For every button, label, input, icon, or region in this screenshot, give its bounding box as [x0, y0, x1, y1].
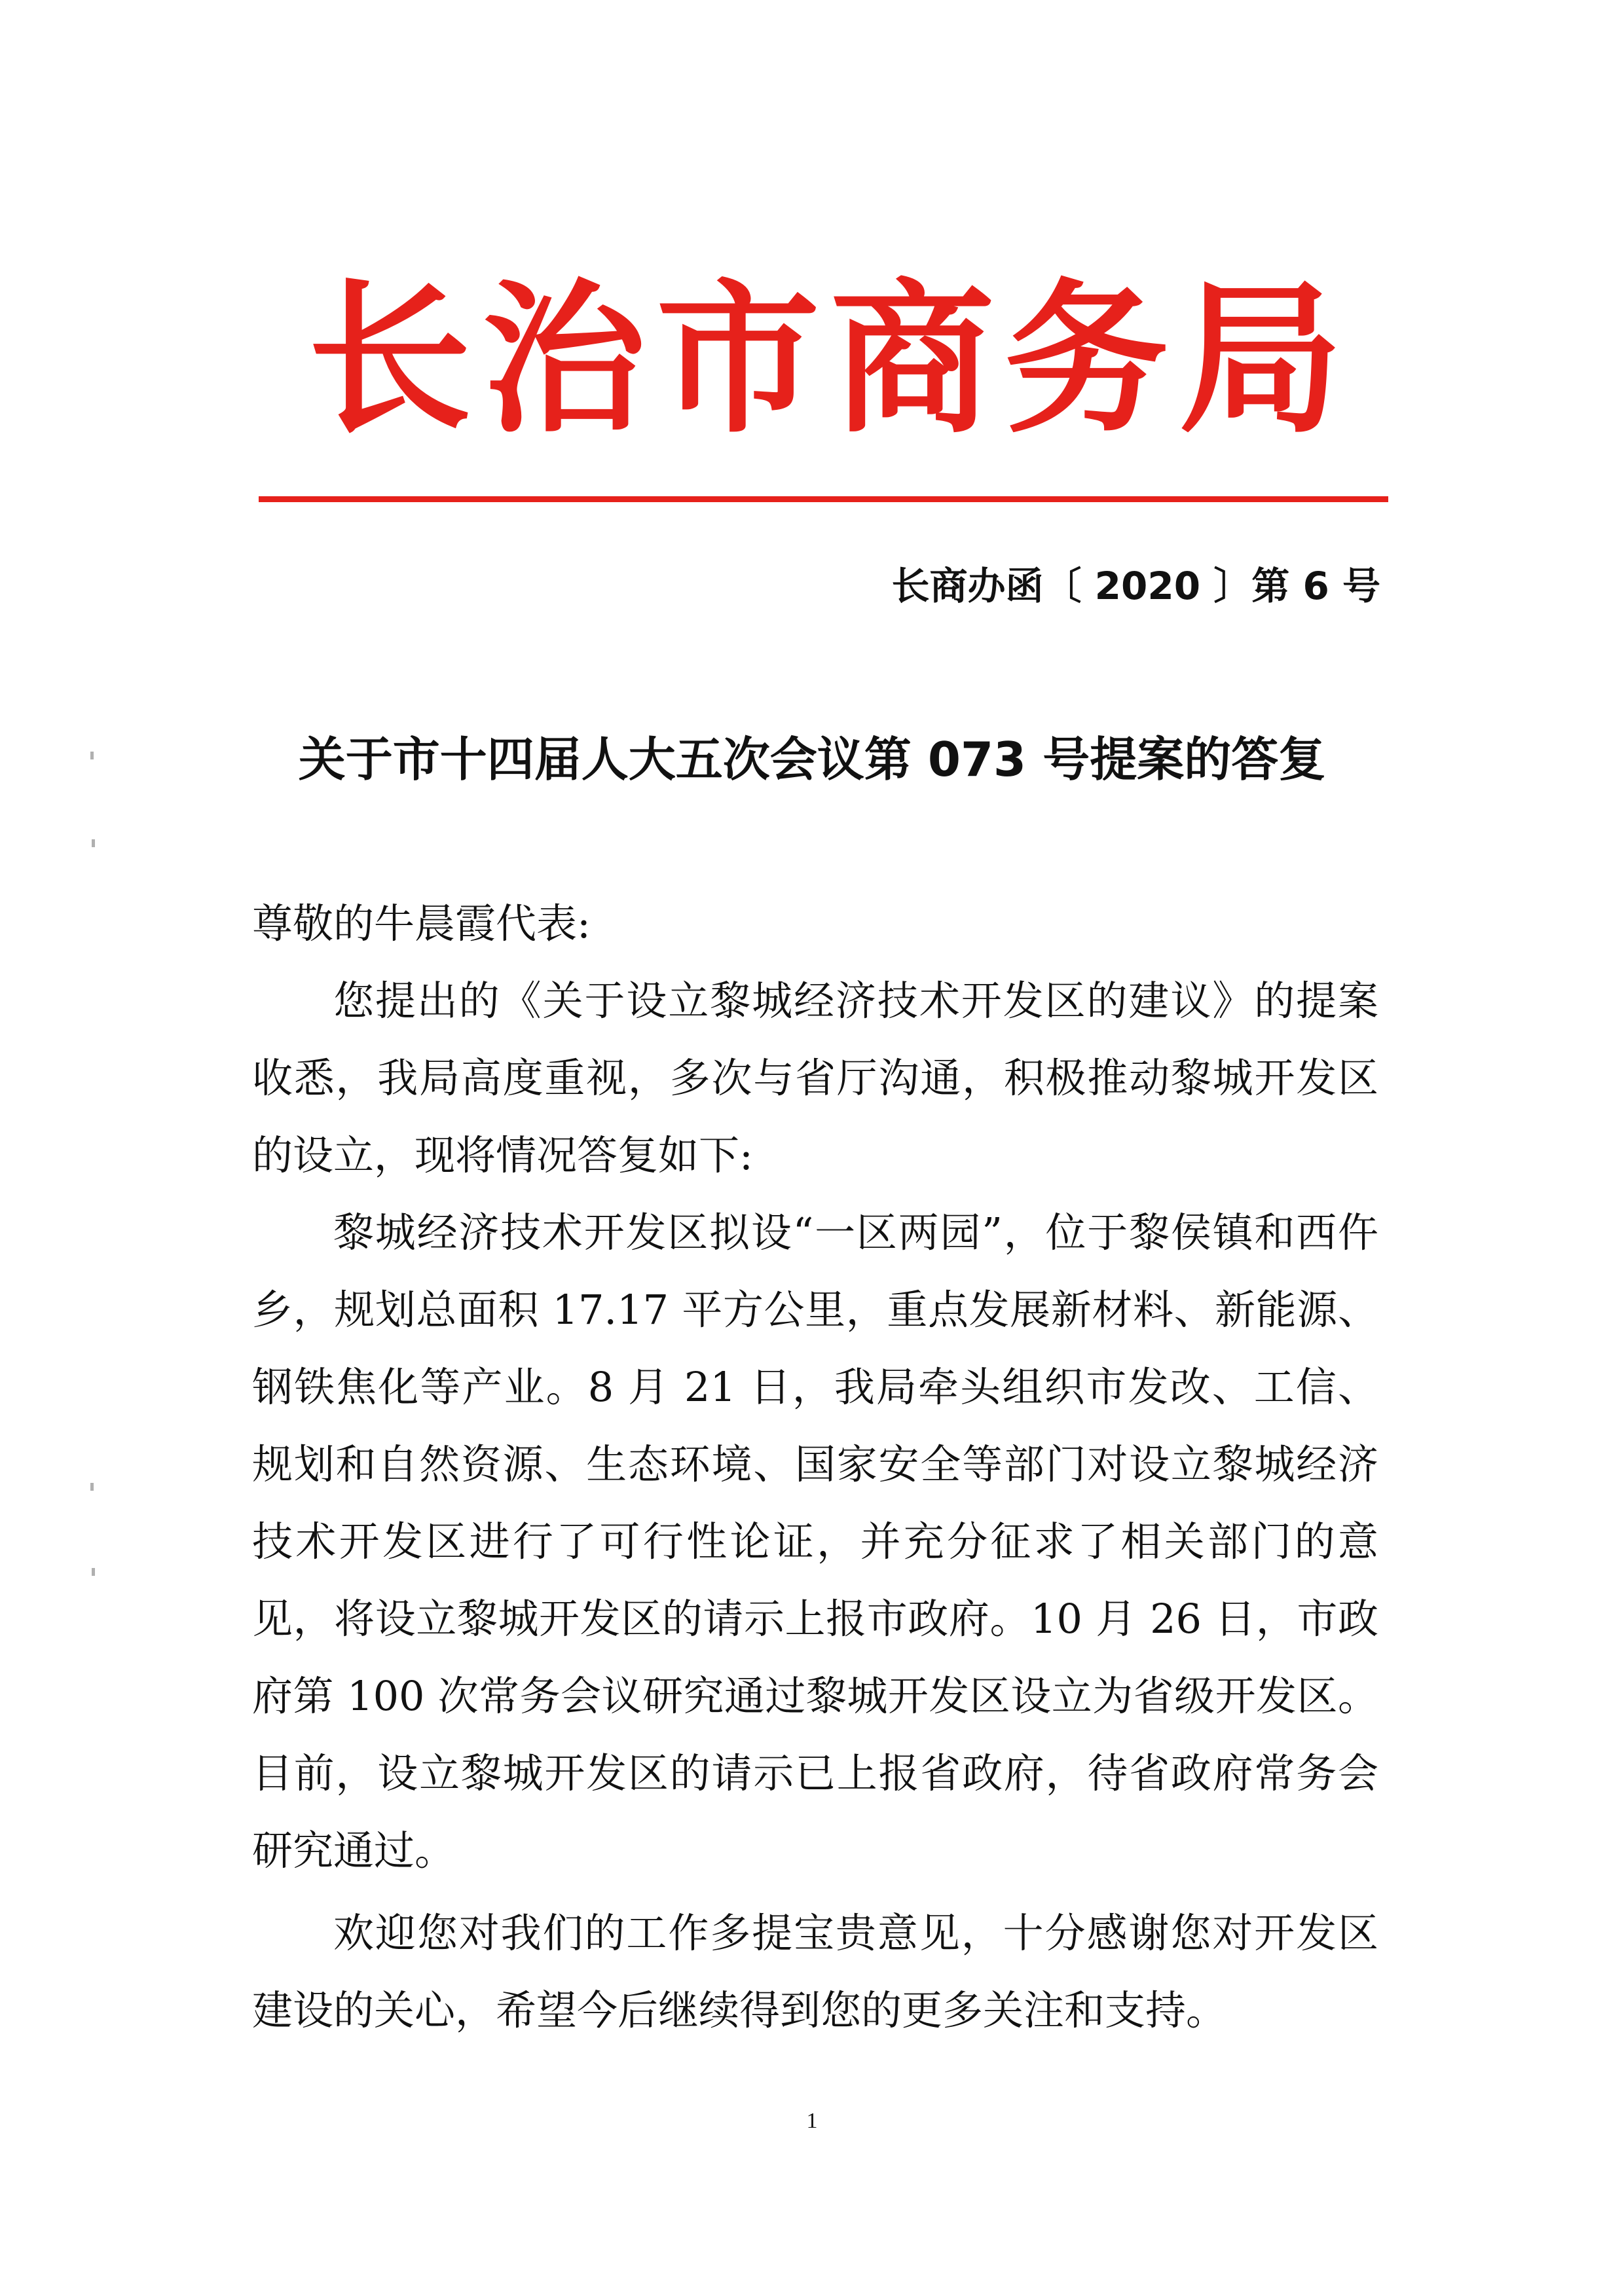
- body-paragraph: 黎城经济技术开发区拟设“一区两园”，位于黎侯镇和西仵乡，规划总面积 17.17 平方公里，重点发展新材料、新能源、钢铁焦化等产业。8 月 21 日，我局牵头组织市发改、工信、规划和自然资源、生态环境、国家安全等部门对设立黎城经济技术开发区进行了可行性论证，并充分征求了相关部门的意见，将设立黎城开发区的请示上报市政府。10 月 26 日，市政府第 100 次常务会议研究通过黎城开发区设立为省级开发区。目前，设立黎城开发区的请示已上报省政府，待省政府常务会研究通过。: [252, 1209, 1378, 1874]
- letter-body: [252, 885, 1378, 2049]
- agency-name-char: 治: [482, 264, 646, 455]
- scan-speck: [90, 752, 94, 759]
- scan-speck: [92, 839, 95, 847]
- scan-speck: [92, 1568, 95, 1576]
- salutation: 尊敬的牛晨霞代表:: [252, 900, 591, 947]
- agency-name-char: 商: [830, 264, 994, 455]
- page-number: 1: [806, 2109, 818, 2133]
- agency-masthead: [308, 262, 1342, 458]
- agency-name-char: 长: [308, 264, 471, 455]
- body-paragraph: 您提出的《关于设立黎城经济技术开发区的建议》的提案收悉，我局高度重视，多次与省厅沟通，积极推动黎城开发区的设立，现将情况答复如下:: [252, 977, 1378, 1179]
- document-number: 长商办函〔 2020 〕第 6 号: [891, 564, 1380, 608]
- document-title: 关于市十四届人大五次会议第 073 号提案的答复: [298, 732, 1326, 787]
- agency-name-char: 市: [656, 264, 820, 455]
- scan-speck: [90, 1483, 94, 1491]
- body-paragraph: 欢迎您对我们的工作多提宝贵意见，十分感谢您对开发区建设的关心，希望今后继续得到您的更多关注和支持。: [252, 1909, 1378, 2034]
- red-header-rule: [259, 496, 1388, 502]
- agency-name-char: 务: [1005, 264, 1168, 455]
- agency-name-char: 局: [1179, 264, 1342, 455]
